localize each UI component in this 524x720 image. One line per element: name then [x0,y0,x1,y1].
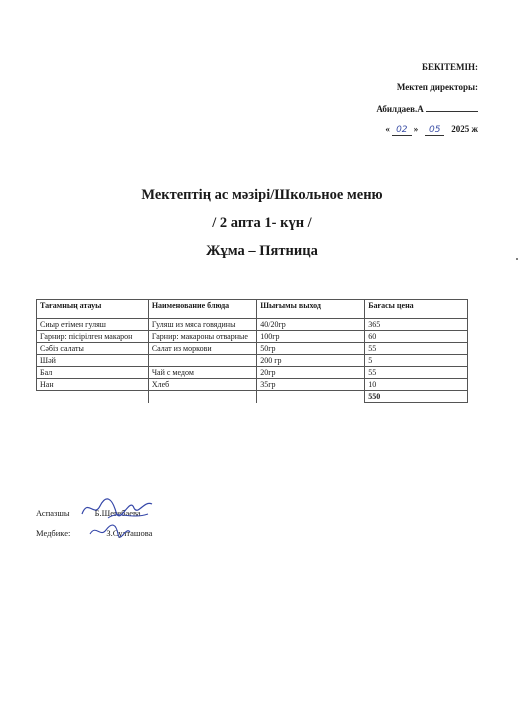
table-row [37,367,468,379]
total-cell: 550 [365,391,468,403]
header-yield: Шығымы выход [257,300,365,319]
quote-open: « [385,124,390,134]
approval-year: 2025 ж [451,124,478,134]
table-row [37,331,468,343]
cell: Сәбіз салаты [37,343,149,355]
table-row [37,355,468,367]
approval-date [278,124,478,135]
cell: 60 [365,331,468,343]
cell [257,391,365,403]
cook-label: Аспазшы [36,508,70,518]
menu-week-day: / 2 апта 1- күн / [212,215,312,231]
cell: 200 гр [257,355,365,367]
cell: 100гр [257,331,365,343]
table-row [37,379,468,391]
scan-dot [516,258,518,260]
cell: Гуляш из мяса говядины [148,319,256,331]
cell: 50гр [257,343,365,355]
approval-block [278,62,478,145]
header-dish-ru: Наименование блюда [148,300,256,319]
cell: 5 [365,355,468,367]
cell: Бал [37,367,149,379]
quote-close: » [413,124,419,134]
table-row [37,319,468,331]
menu-title: Мектептің ас мәзірі/Школьное меню [141,187,383,203]
cook-signature-scribble [78,494,158,524]
cook-name: Б.Шегебаева [94,508,141,518]
header-price: Бағасы цена [365,300,468,319]
cell: 55 [365,343,468,355]
cell [148,391,256,403]
approval-name: Абилдаев.А [376,104,424,114]
nurse-label: Медбике: [36,528,71,538]
approval-month: 05 [425,125,444,136]
menu-table [36,299,468,403]
approval-heading: БЕКІТЕМІН: [422,62,478,72]
cell: Сиыр етімен гуляш [37,319,149,331]
cell: Нан [37,379,149,391]
approval-name-line [278,102,478,114]
cell: 365 [365,319,468,331]
cell: 40/20гр [257,319,365,331]
menu-weekday: Жұма – Пятница [206,243,318,259]
cell: 55 [365,367,468,379]
cell: Гарнир: пісірілген макарон [37,331,149,343]
cell: 20гр [257,367,365,379]
table-total-row [37,391,468,403]
cell: 35гр [257,379,365,391]
signature-line [426,102,478,112]
cell: Салат из моркови [148,343,256,355]
cell [148,355,256,367]
nurse-signature-scribble [88,522,132,540]
cell: 10 [365,379,468,391]
cell: Гарнир: макароны отварные [148,331,256,343]
table-header-row [37,300,468,319]
cell: Шәй [37,355,149,367]
approval-day: 02 [392,125,411,136]
cell [37,391,149,403]
table-row [37,343,468,355]
nurse-name: З.Султашова [106,528,153,538]
cell: Хлеб [148,379,256,391]
approval-role: Мектеп директоры: [396,82,478,92]
header-dish-kz: Тағамның атауы [37,300,149,319]
cell: Чай с медом [148,367,256,379]
